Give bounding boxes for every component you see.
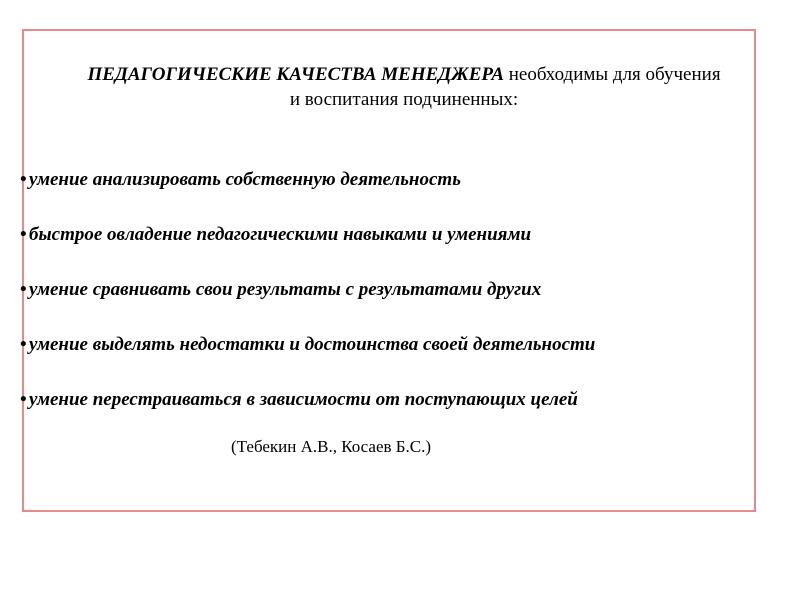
list-item-text: умение сравнивать свои результаты с результатами других [29, 279, 542, 300]
heading-line2: и воспитания подчиненных: [289, 89, 519, 110]
bullet-icon: • [20, 169, 27, 190]
list-item-text: умение анализировать собственную деятельность [29, 169, 461, 190]
bullet-icon: • [20, 224, 27, 245]
list-item [20, 389, 595, 444]
slide-heading [30, 62, 778, 112]
bullet-icon: • [20, 334, 27, 355]
bullet-icon: • [20, 279, 27, 300]
qualities-list [20, 169, 595, 444]
list-item [20, 224, 595, 279]
bullet-icon: • [20, 389, 27, 410]
list-item [20, 279, 595, 334]
list-item-text: быстрое овладение педагогическими навыками и умениями [29, 224, 532, 245]
heading-line1-rest: необходимы для обучения [504, 64, 721, 85]
list-item-text: умение перестраиваться в зависимости от поступающих целей [29, 389, 578, 410]
list-item [20, 334, 595, 389]
list-item-text: умение выделять недостатки и достоинства своей деятельности [29, 334, 596, 355]
citation: (Тебекин А.В., Косаев Б.С.) [231, 437, 432, 456]
heading-emphasis: ПЕДАГОГИЧЕСКИЕ КАЧЕСТВА МЕНЕДЖЕРА [87, 64, 505, 85]
list-item [20, 169, 595, 224]
